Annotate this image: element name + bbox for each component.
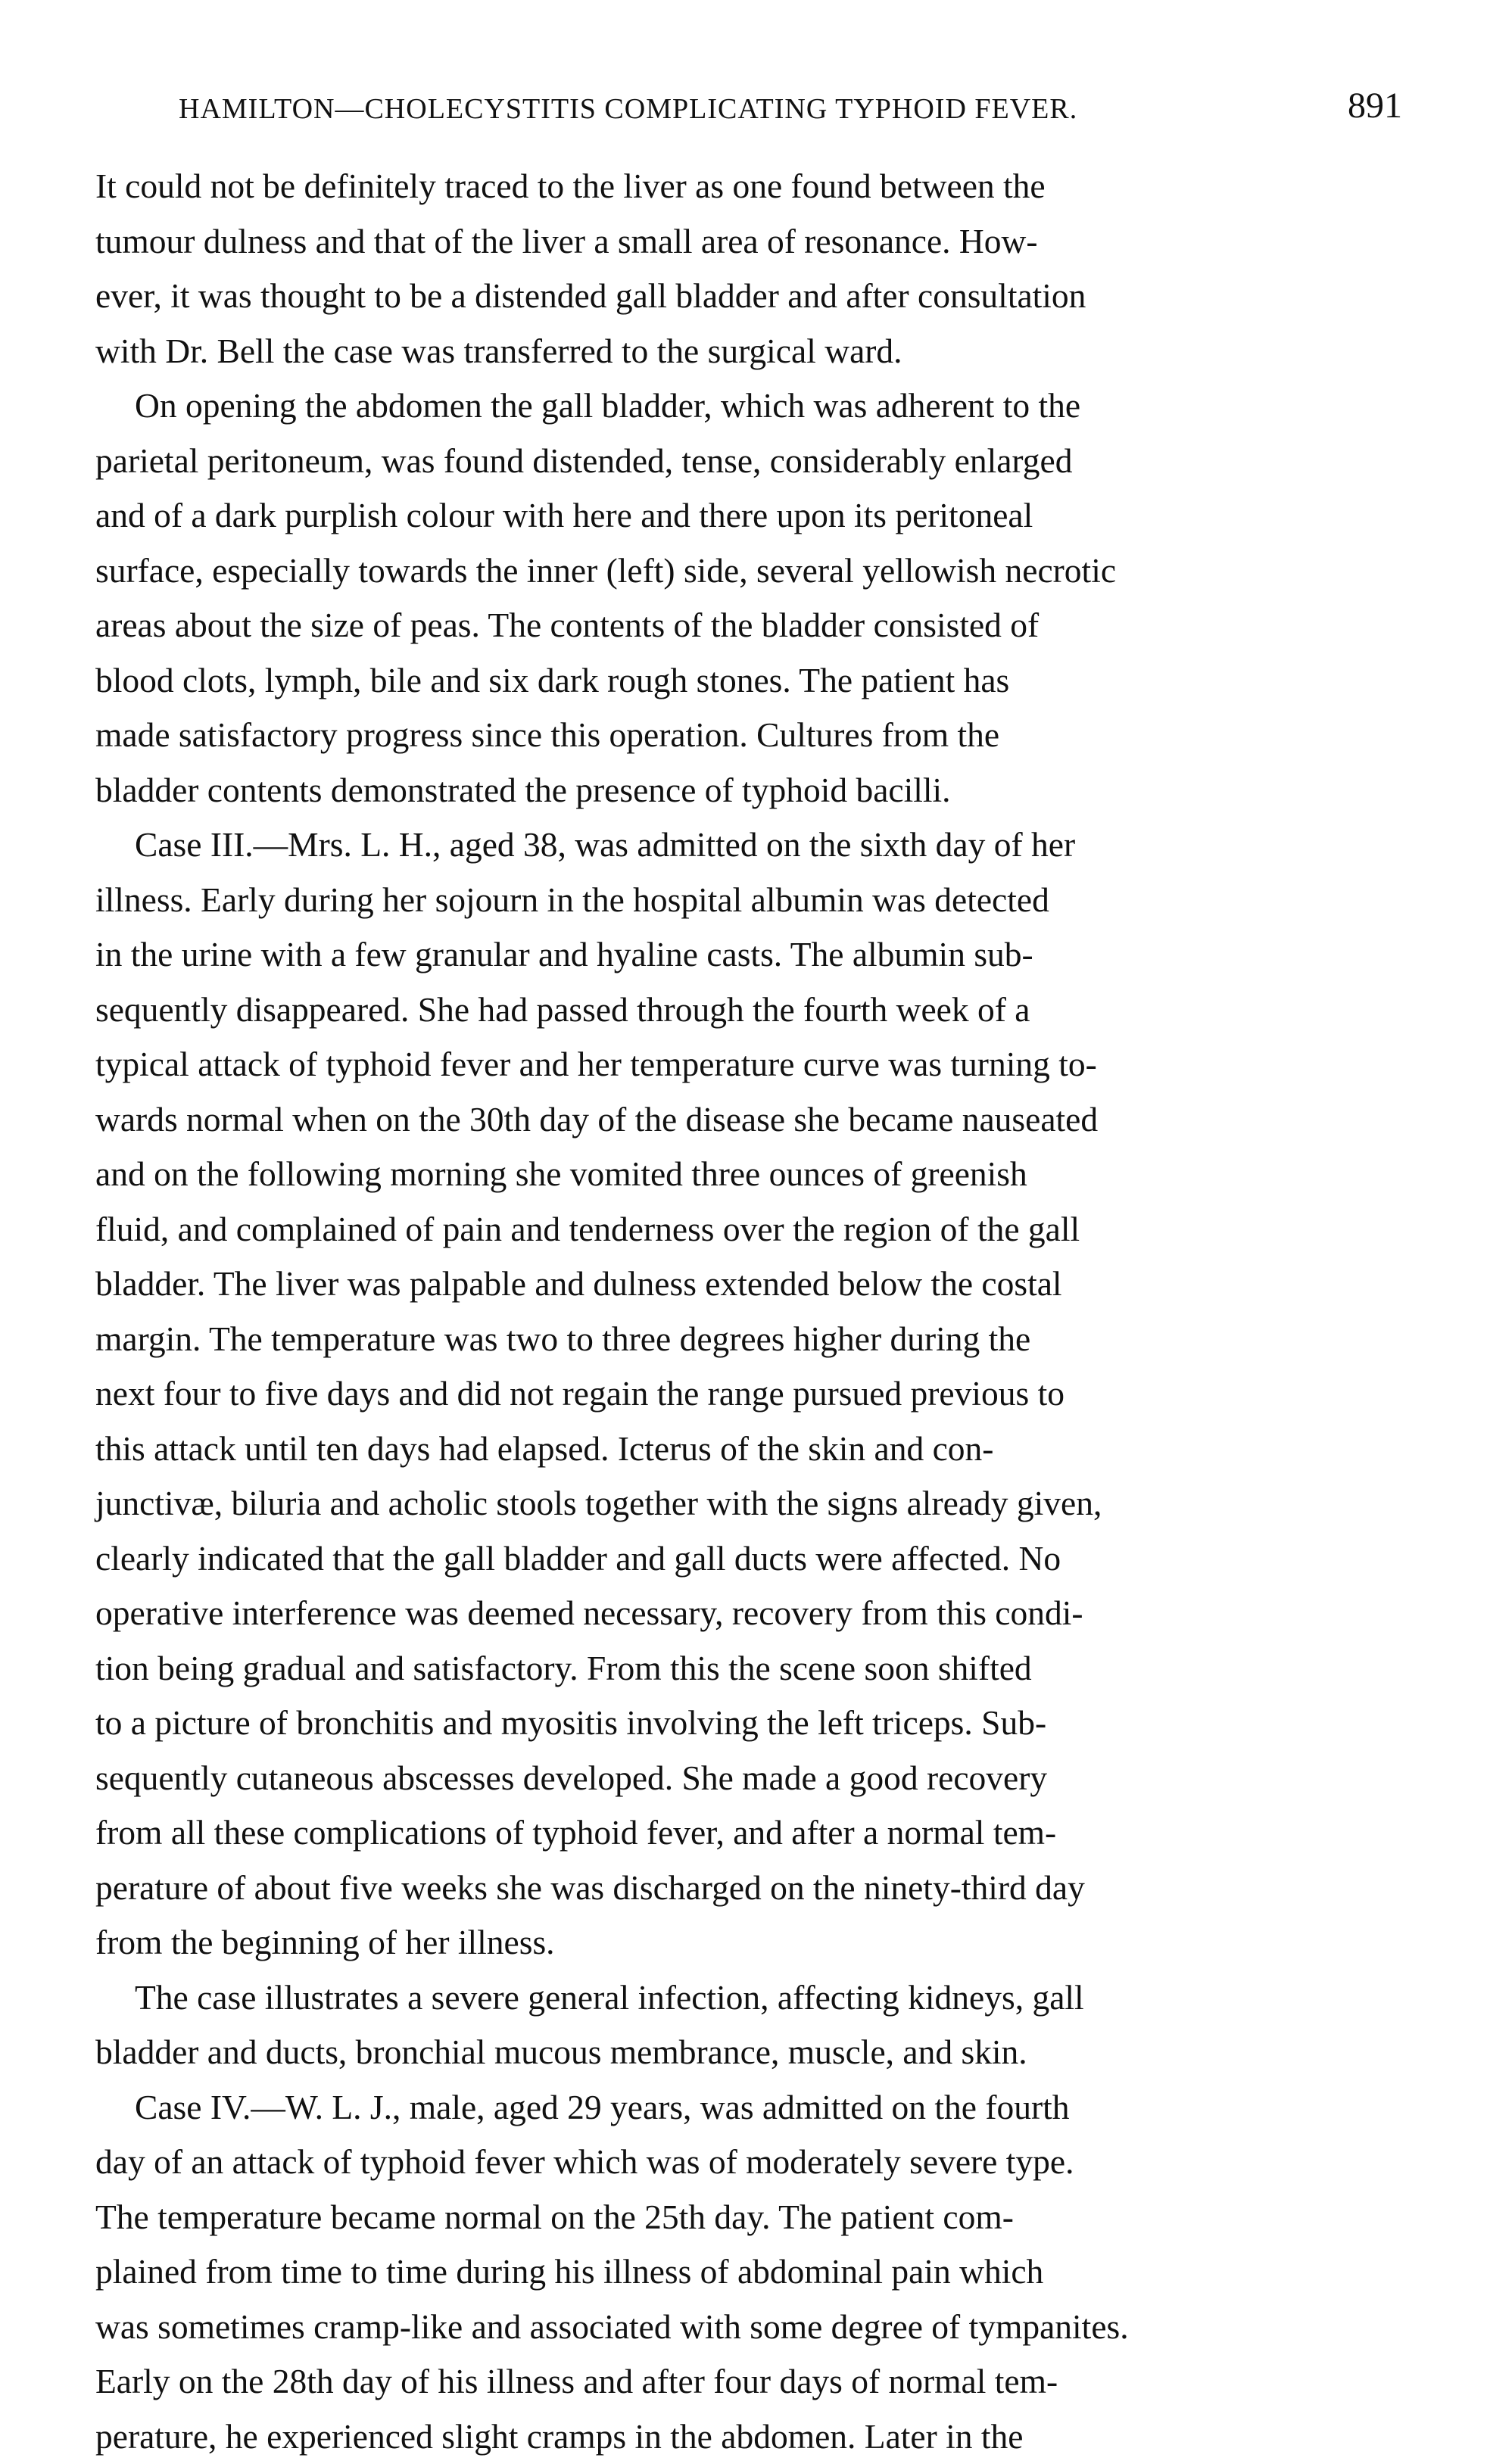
text-line: Early on the 28th day of his illness and after four days of normal tem- [95,2354,1395,2409]
text-line: illness. Early during her sojourn in the hospital albumin was detected [95,873,1395,928]
text-line: perature of about five weeks she was discharged on the ninety-third day [95,1861,1395,1916]
text-line: bladder and ducts, bronchial mucous membrance, muscle, and skin. [95,2025,1395,2080]
body-text [95,159,1395,2464]
text-line: blood clots, lymph, bile and six dark rough stones. The patient has [95,653,1395,709]
text-line: bladder contents demonstrated the presence of typhoid bacilli. [95,763,1395,818]
text-line: in the urine with a few granular and hyaline casts. The albumin sub- [95,927,1395,983]
text-line: areas about the size of peas. The contents of the bladder consisted of [95,598,1395,653]
text-line: and of a dark purplish colour with here and there upon its peritoneal [95,488,1395,544]
text-line: It could not be definitely traced to the liver as one found between the [95,159,1395,214]
text-line: was sometimes cramp-like and associated with some degree of tympanites. [95,2300,1395,2355]
text-line: fluid, and complained of pain and tenderness over the region of the gall [95,1202,1395,1257]
text-line: The temperature became normal on the 25th day. The patient com- [95,2190,1395,2245]
text-line: from the beginning of her illness. [95,1915,1395,1970]
text-line: tumour dulness and that of the liver a small area of resonance. How- [95,214,1395,269]
text-line: from all these complications of typhoid fever, and after a normal tem- [95,1805,1395,1861]
text-line: perature, he experienced slight cramps in the abdomen. Later in the [95,2409,1395,2464]
text-line: next four to five days and did not regain the range pursued previous to [95,1366,1395,1422]
text-line: ever, it was thought to be a distended gall bladder and after consultation [95,269,1395,324]
text-line: this attack until ten days had elapsed. Icterus of the skin and con- [95,1422,1395,1477]
text-line: wards normal when on the 30th day of the disease she became nauseated [95,1092,1395,1148]
case-heading-line: Case III.—Mrs. L. H., aged 38, was admitted on the sixth day of her [95,818,1395,873]
header-title: HAMILTON—CHOLECYSTITIS COMPLICATING TYPHOID FEVER. [179,92,1077,126]
text-line: typical attack of typhoid fever and her temperature curve was turning to- [95,1037,1395,1092]
paragraph-start-line: On opening the abdomen the gall bladder, which was adherent to the [95,378,1395,434]
text-line: to a picture of bronchitis and myositis involving the left triceps. Sub- [95,1696,1395,1751]
case-heading-line: Case IV.—W. L. J., male, aged 29 years, was admitted on the fourth [95,2080,1395,2135]
paragraph-start-line: The case illustrates a severe general infection, affecting kidneys, gall [95,1970,1395,2026]
text-line: tion being gradual and satisfactory. From this the scene soon shifted [95,1641,1395,1696]
text-line: margin. The temperature was two to three degrees higher during the [95,1312,1395,1367]
text-line: junctivæ, biluria and acholic stools together with the signs already given, [95,1476,1395,1531]
text-line: sequently disappeared. She had passed through the fourth week of a [95,983,1395,1038]
text-line: surface, especially towards the inner (left) side, several yellowish necrotic [95,544,1395,599]
text-line: with Dr. Bell the case was transferred to the surgical ward. [95,324,1395,379]
text-line: clearly indicated that the gall bladder and gall ducts were affected. No [95,1531,1395,1587]
text-line: plained from time to time during his illness of abdominal pain which [95,2244,1395,2300]
page-number: 891 [1348,85,1402,126]
running-header [179,82,1402,135]
text-line: parietal peritoneum, was found distended, tense, considerably enlarged [95,434,1395,489]
text-line: sequently cutaneous abscesses developed. She made a good recovery [95,1751,1395,1806]
text-line: day of an attack of typhoid fever which was of moderately severe type. [95,2135,1395,2190]
text-line: and on the following morning she vomited three ounces of greenish [95,1147,1395,1202]
text-line: bladder. The liver was palpable and dulness extended below the costal [95,1257,1395,1312]
text-line: operative interference was deemed necessary, recovery from this condi- [95,1586,1395,1641]
text-line: made satisfactory progress since this operation. Cultures from the [95,708,1395,763]
